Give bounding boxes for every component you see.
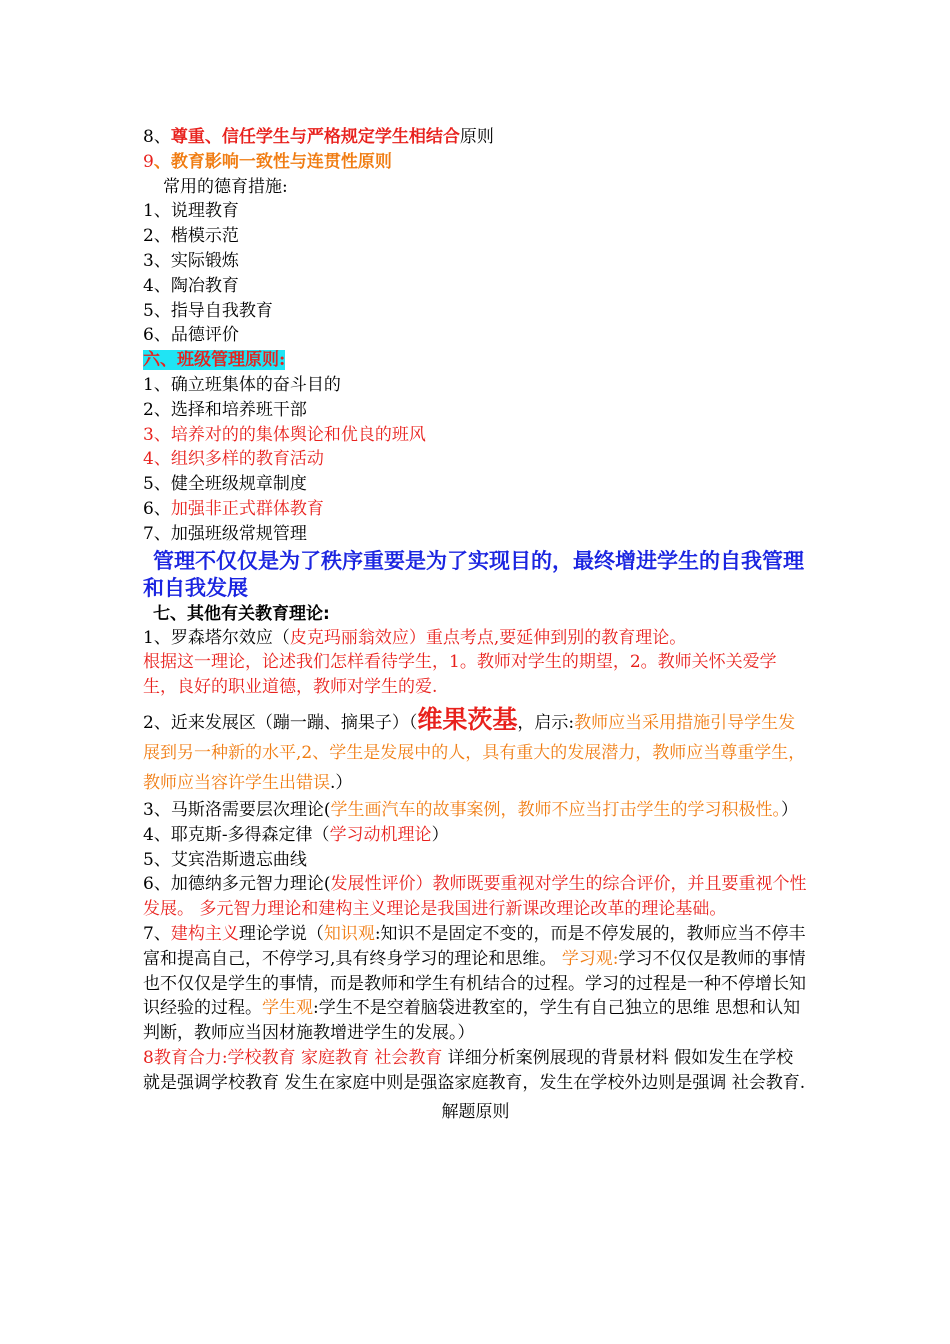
theory-4: 4、耶克斯-多得森定律（学习动机理论） <box>143 824 449 845</box>
theory-1-detail: 根据这一理论，论述我们怎样看待学生，1。教师对学生的期望，2。教师关怀关爱学生，良好的职业道德，教师对学生的爱. <box>143 652 777 698</box>
document-body <box>143 125 808 1124</box>
section-6-heading: 六、班级管理原则: <box>143 350 286 371</box>
theory-6: 6、加德纳多元智力理论(发展性评价）教师既要重视对学生的综合评价，并且要重视个性发展。 多元智力理论和建构主义理论是我国进行新课改理论改革的理论基础。 <box>143 874 807 920</box>
theory-1: 1、罗森塔尔效应（皮克玛丽翁效应）重点考点,要延伸到别的教育理论。 <box>143 627 687 648</box>
deyu-item: 4、陶冶教育 <box>143 275 239 296</box>
deyu-item: 2、楷模示范 <box>143 226 239 247</box>
deyu-heading: 常用的德育措施: <box>163 176 288 197</box>
class-principle-2: 2、选择和培养班干部 <box>143 399 307 420</box>
management-note: 管理不仅仅是为了秩序重要是为了实现目的，最终增进学生的自我管理和自我发展 <box>143 548 804 600</box>
footer-heading: 解题原则 <box>441 1101 510 1122</box>
deyu-item: 1、说理教育 <box>143 201 239 222</box>
deyu-item: 5、指导自我教育 <box>143 300 273 321</box>
theory-5: 5、艾宾浩斯遗忘曲线 <box>143 849 307 870</box>
principle-8: 8、尊重、信任学生与严格规定学生相结合原则 <box>143 127 494 147</box>
theory-2: 2、近来发展区（蹦一蹦、摘果子）（维果茨基，启示:教师应当采用措施引导学生发展到另一种新的水平,2、学生是发展中的人，具有重大的发展潜力，教师应当尊重学生，教师应当容许学生出错误.） <box>143 704 806 793</box>
theory-3: 3、马斯洛需要层次理论(学生画汽车的故事案例，教师不应当打击学生的学习积极性。） <box>143 799 798 820</box>
class-principle-4: 4、组织多样的教育活动 <box>143 449 324 470</box>
class-principle-5: 5、健全班级规章制度 <box>143 474 307 495</box>
class-principle-3: 3、培养对的的集体舆论和优良的班风 <box>143 424 426 445</box>
theory-7: 7、建构主义理论学说（知识观:知识不是固定不变的，而是不停发展的，教师应当不停丰富和提高自己，不停学习,具有终身学习的理论和思维。 学习观:学习不仅仅是教师的事情也不仅仅是学生的事情，而是教师和学生有机结合的过程。学习的过程是一种不停增长知识经验的过程。学生观:学生不是空着脑袋进教室的，学生有自己独立的思维 思想和认知判断，教师应当因材施教增进学生的发展。） <box>143 923 806 1044</box>
deyu-item: 6、品德评价 <box>143 325 239 346</box>
deyu-item: 3、实际锻炼 <box>143 250 239 271</box>
section-7-heading: 七、其他有关教育理论: <box>153 603 330 624</box>
theory-8: 8教育合力:学校教育 家庭教育 社会教育 详细分析案例展现的背景材料 假如发生在学校 就是强调学校教育 发生在家庭中则是强盗家庭教育，发生在学校外边则是强调 社会教育. <box>143 1047 806 1093</box>
class-principle-1: 1、确立班集体的奋斗目的 <box>143 374 341 395</box>
class-principle-6: 6、加强非正式群体教育 <box>143 498 324 519</box>
principle-9: 9、教育影响一致性与连贯性原则 <box>143 151 392 172</box>
class-principle-7: 7、加强班级常规管理 <box>143 523 307 544</box>
